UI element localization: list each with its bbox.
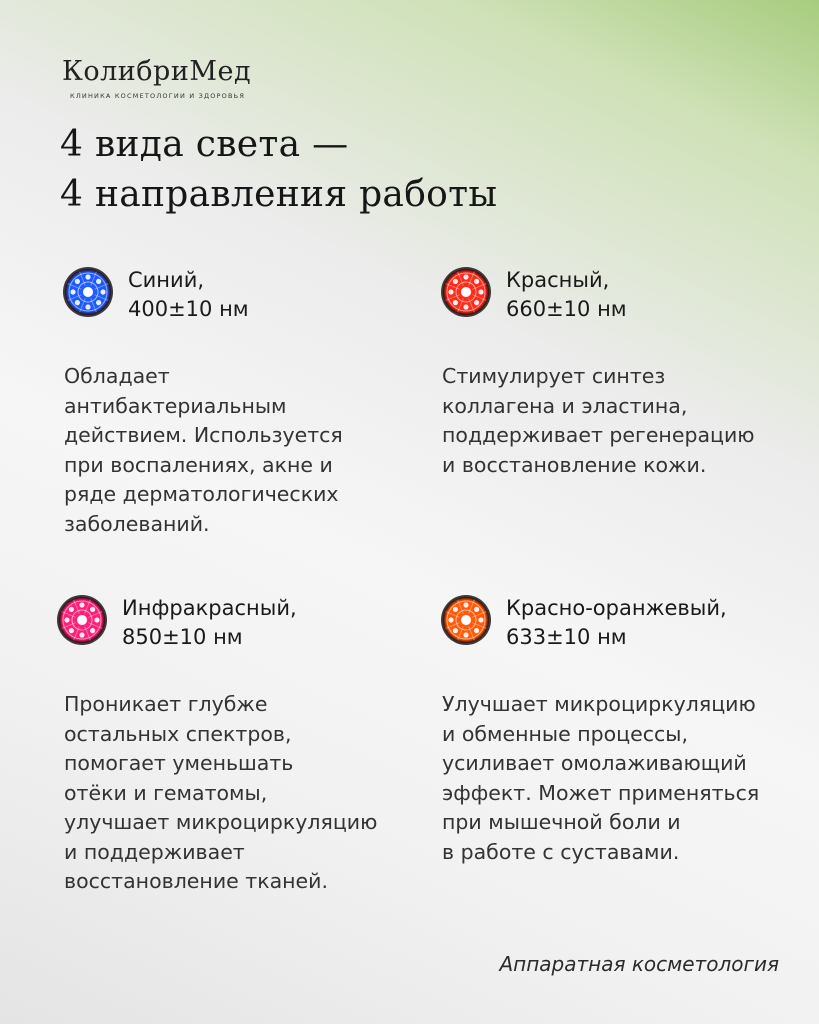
- light-card-infrared: [56, 594, 401, 897]
- infrared-light-lamp-icon: [56, 594, 108, 646]
- light-description: Улучшает микроциркуляцию и обменные процессы, усиливает омолаживающий эффект. Может применяться при мышечной боли и в работе с суставами.: [442, 692, 760, 864]
- light-name: Красно-оранжевый,: [506, 596, 727, 620]
- title-line-2: 4 направления работы: [60, 174, 498, 215]
- title-line-1: 4 вида света —: [60, 124, 349, 165]
- page-title: [60, 120, 497, 220]
- light-description: Стимулирует синтез коллагена и эластина, поддерживает регенерацию и восстановление кожи.: [442, 364, 755, 477]
- light-description: Обладает антибактериальным действием. Используется при воспалениях, акне и ряде дерматологических заболеваний.: [64, 364, 343, 536]
- blue-light-lamp-icon: [62, 266, 114, 318]
- light-name: Синий,: [128, 268, 205, 292]
- light-wavelength: 660±10 нм: [506, 297, 627, 321]
- brand-tagline: КЛИНИКА КОСМЕТОЛОГИИ И ЗДОРОВЬЯ: [70, 92, 246, 100]
- red-light-lamp-icon: [440, 266, 492, 318]
- light-name: Инфракрасный,: [122, 596, 297, 620]
- light-card-blue: [62, 266, 407, 539]
- light-card-red-orange: [440, 594, 790, 867]
- brand-logo: [62, 58, 251, 100]
- light-wavelength: 850±10 нм: [122, 625, 243, 649]
- light-description: Проникает глубже остальных спектров, помогает уменьшать отёки и гематомы, улучшает микроциркуляцию и поддерживает восстановление тканей.: [64, 692, 378, 893]
- light-card-red: [440, 266, 790, 480]
- footer-caption: Аппаратная косметология: [499, 952, 779, 976]
- light-wavelength: 633±10 нм: [506, 625, 627, 649]
- light-wavelength: 400±10 нм: [128, 297, 249, 321]
- red-orange-light-lamp-icon: [440, 594, 492, 646]
- light-name: Красный,: [506, 268, 610, 292]
- brand-name: КолибриМед: [62, 56, 252, 87]
